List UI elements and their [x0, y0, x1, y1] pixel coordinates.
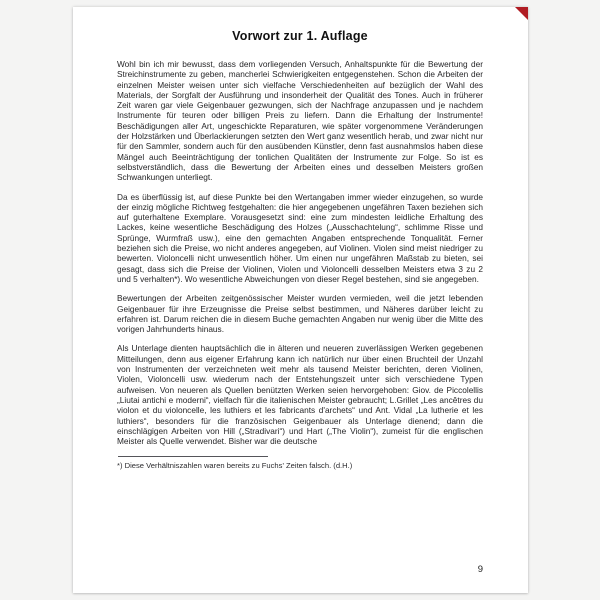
page-title: Vorwort zur 1. Auflage	[232, 29, 368, 43]
paragraph-2: Da es überflüssig ist, auf diese Punkte bei den Wertangaben immer wieder einzugehen, so wurde der einzig mögliche Richtweg festgehalten: die hier angegebenen ungefähren Taxen beziehen sich auf guterhaltene Exemplare. Vorausgesetzt sind: eine zum mindesten leidliche Erhaltung des Lackes, keine wesentliche Beschädigung des Holzes („Ausschachtelung“, schlimme Risse und Sprünge, Wurmfraß usw.), eine den gemachten Angaben entsprechende Tonqualität. Ferner beziehen sich die Preise, wo nicht anderes angegeben, auf Violinen. Violen sind meist niedriger zu bewerten. Violoncelli nicht unwesentlich höher. Um einen nur ungefähren Maßstab zu bieten, sei gesagt, dass sich die Preise der Violinen, Violen und Violoncelli desselben Meisters etwa 3 zu 2 und 5 verhalten*). Wo wesentliche Abweichungen von dieser Regel bestehen, sind sie angegeben.	[117, 191, 483, 284]
page-number: 9	[477, 564, 483, 575]
footnote-divider	[118, 456, 268, 457]
paragraph-3: Bewertungen der Arbeiten zeitgenössischer Meister wurden vermieden, weil die jetzt lebenden Geigenbauer für ihre Erzeugnisse die Preise selbst bestimmen, und Näheres darüber leicht zu erfahren ist. Darum reichen die in diesem Buche gemachten Angaben nur wenig über die Mitte des vorigen Jahrhunderts hinaus.	[117, 293, 483, 335]
paragraph-4: Als Unterlage dienten hauptsächlich die in älteren und neueren zuverlässigen Werken gegebenen Mitteilungen, denn aus eigener Erfahrung kann ich natürlich nur über einen Bruchteil der Unzahl von Instrumenten der verzeichneten weit mehr als tausend Meister berichten, deren Violinen, Violen, Violoncelli usw. wiederum nach der Entstehungszeit unter sich verschiedene Typen aufweisen. Von neueren als Quellen benützten Werken seien hervorgehoben: Giov. de Piccolellis „Liutai antichi e moderni“, vielfach für die italienischen Meister gebraucht; L.Grillet „Les ancêtres du violon et du violoncelle, les luthiers et les fabricants d'archets“ und Ant. Vidal „La lutherie et les luthiers“, besonders für die französischen Geigenbauer als Unterlage dienend; dann die einschlägigen Arbeiten von Hill („Stradivari“) und Hart („The Violin“), zumeist für die englischen Meister als Quelle verwendet. Bisher war die deutsche	[117, 343, 483, 447]
footnote-text: *) Diese Verhältniszahlen waren bereits zu Fuchs' Zeiten falsch. (d.H.)	[117, 461, 353, 471]
text-block	[117, 29, 483, 577]
footnote-block	[117, 456, 483, 471]
book-page	[73, 7, 528, 593]
body-text	[117, 59, 483, 446]
paragraph-1: Wohl bin ich mir bewusst, dass dem vorliegenden Versuch, Anhaltspunkte für die Bewertung der Streichinstrumente zu geben, mancherlei Schwierigkeiten entgegenstehen. Schon die Arbeiten der einzelnen Meister weisen unter sich vielfache Verschiedenheiten auf bezüglich der Wahl des Materials, der Sorgfalt der Ausführung und insonderheit der Qualität des Tones. Auch in früherer Zeit waren gar viele Geigenbauer gezwungen, sich der Nachfrage anzupassen und je nachdem Instrumente für teuren oder billigen Preis zu liefern. Dann die Erhaltung der Instrumente! Beschädigungen aller Art, ungeschickte Reparaturen, wie später vorgenommene Veränderungen der Holzstärken und Überlackierungen setzten den Wert ganz wesentlich herab, und zwar nicht nur für den Sammler, sondern auch für den ausübenden Künstler, denn fast ausnahmslos haben diese Mängel auch Beeinträchtigung der tonlichen Qualitäten der Instrumente zur Folge. So ist es selbstverständlich, dass die Bewertung der Arbeiten eines und desselben Meisters großen Schwankungen unterliegt.	[117, 59, 483, 183]
corner-mark	[515, 7, 528, 20]
